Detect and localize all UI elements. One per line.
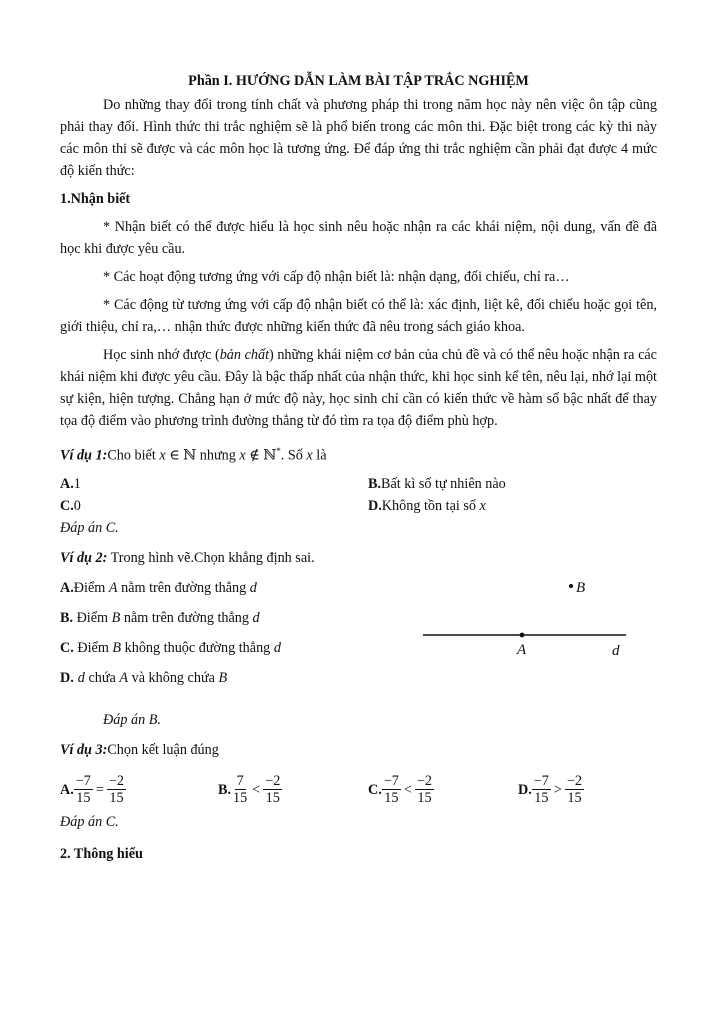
option-line: d — [249, 579, 257, 596]
ex3-option-b[interactable] — [218, 769, 368, 811]
operator: = — [95, 781, 104, 798]
p4-italic: bản chất — [219, 347, 270, 363]
ex1-notin-n: ∉ ℕ — [245, 447, 277, 464]
fraction — [382, 773, 401, 806]
section-heading-recognition: 1.Nhận biết — [60, 191, 131, 207]
option-var: x — [479, 497, 486, 514]
ex1-option-b[interactable] — [368, 473, 657, 495]
example-3-options — [60, 769, 657, 811]
ex3-option-d[interactable] — [518, 769, 584, 811]
option-key: D. — [60, 669, 74, 686]
example-3-question — [60, 739, 657, 761]
ex1-x: x — [159, 447, 166, 464]
option-key: A. — [60, 475, 74, 492]
numerator: 7 — [236, 773, 244, 790]
option-point: A — [108, 579, 118, 596]
page-title: Phần I. HƯỚNG DẪN LÀM BÀI TẬP TRẮC NGHIỆM — [188, 73, 529, 89]
option-text: và không chứa — [128, 669, 219, 686]
ex1-q1: Cho biết — [107, 447, 160, 464]
option-text: chứa — [84, 669, 120, 686]
example-1-question — [60, 440, 657, 467]
option-point: A — [119, 669, 129, 686]
operator: < — [252, 781, 261, 798]
ex3-option-a[interactable] — [60, 769, 218, 811]
option-text: Điểm — [73, 609, 112, 626]
geometry-figure — [405, 577, 645, 667]
denominator: 15 — [265, 790, 280, 807]
option-text: Không tồn tại số — [381, 497, 480, 514]
option-key: B. — [218, 781, 232, 798]
option-key: A. — [60, 579, 74, 596]
fraction — [565, 773, 584, 806]
operator: < — [403, 781, 412, 798]
point-a-dot — [520, 632, 525, 637]
example-1-options-row-2 — [60, 495, 657, 517]
example-3-label: Ví dụ 3: — [60, 741, 108, 758]
option-text: 0 — [73, 497, 81, 514]
fraction — [231, 773, 249, 806]
denominator: 15 — [384, 790, 399, 807]
ex1-option-c[interactable] — [60, 495, 368, 517]
example-1-options-row-1 — [60, 473, 657, 495]
recognition-paragraph-1: * Nhận biết có thể được hiểu là học sinh nêu hoặc nhận ra các khái niệm, nội dung, vấn đề đã học khi được yêu cầu. — [60, 219, 657, 257]
ex1-option-d[interactable] — [368, 495, 657, 517]
denominator: 15 — [109, 790, 124, 807]
fraction — [107, 773, 126, 806]
option-text: Điểm — [73, 579, 109, 596]
recognition-paragraph-3: * Các động từ tương ứng với cấp độ nhận biết có thể là: xác định, liệt kê, đối chiếu hoặc gọi tên, giới thiệu, chỉ ra,… nhận thức được những kiến thức đã nêu trong sách giáo khoa. — [60, 297, 657, 335]
option-text: Bất kì số tự nhiên nào — [381, 475, 506, 492]
numerator: −7 — [533, 773, 549, 790]
intro-paragraph: Do những thay đổi trong tính chất và phương pháp thi trong năm học này nên việc ôn tập cũng phải thay đổi. Hình thức thi trắc nghiệm sẽ là phổ biến trong các môn thi. Đặc biệt trong các kỳ thi này các môn thi sẽ được và các môn học là tương ứng. Để đáp ứng thi trắc nghiệm cần phải đạt được 4 mức độ kiến thức: — [60, 97, 657, 179]
denominator: 15 — [76, 790, 91, 807]
fraction — [263, 773, 282, 806]
ex1-x-2: x — [239, 447, 246, 464]
recognition-paragraph-4 — [60, 344, 657, 432]
example-2-body — [60, 577, 657, 703]
denominator: 15 — [417, 790, 432, 807]
option-point: B — [111, 609, 121, 626]
option-key: C. — [60, 497, 74, 514]
option-line: d — [252, 609, 260, 626]
point-b-label: B — [576, 579, 586, 596]
ex1-but: nhưng — [196, 447, 240, 464]
operator: > — [553, 781, 562, 798]
option-text: 1 — [73, 475, 81, 492]
option-point: B — [218, 669, 228, 686]
example-2-label: Ví dụ 2: — [60, 549, 108, 566]
ex1-option-a[interactable] — [60, 473, 368, 495]
option-key: B. — [368, 475, 382, 492]
numerator: −7 — [383, 773, 399, 790]
p4-after: ) những khái niệm cơ bản của chủ đề và có thể nêu hoặc nhận ra các khái niệm khi được yêu cầu. Đây là bậc thấp nhất của nhận thức, khi học sinh kể tên, nêu lại, nhớ lại một sự kiện, hiện tượng. Chẳng hạn ở mức độ này, học sinh chỉ cần có kiến thức về hàm số bậc nhất để thay tọa độ điểm vào phương trình đường thẳng từ đó tìm ra tọa độ điểm phù hợp. — [60, 347, 657, 429]
example-1-label: Ví dụ 1: — [60, 447, 108, 464]
option-key: C. — [60, 639, 74, 656]
example-1-answer: Đáp án C. — [60, 519, 119, 536]
denominator: 15 — [233, 790, 248, 807]
option-key: B. — [60, 609, 74, 626]
ex2-option-c[interactable] — [60, 637, 281, 659]
option-text: nằm trên đường thẳng — [120, 609, 253, 626]
option-text: Điểm — [73, 639, 113, 656]
fraction — [74, 773, 93, 806]
numerator: −2 — [416, 773, 433, 790]
ex2-question-text: Trong hình vẽ.Chọn khẳng định sai. — [107, 549, 315, 566]
point-b-dot — [569, 584, 573, 588]
option-key: D. — [368, 497, 382, 514]
ex2-option-d[interactable] — [60, 667, 227, 689]
ex2-option-b[interactable] — [60, 607, 260, 629]
option-line: d — [273, 639, 281, 656]
option-point: B — [112, 639, 122, 656]
ex1-x-3: x — [306, 447, 313, 464]
ex3-question-text: Chọn kết luận đúng — [107, 741, 219, 758]
example-2-question — [60, 547, 657, 569]
option-text: nằm trên đường thẳng — [117, 579, 250, 596]
ex2-option-a[interactable] — [60, 577, 257, 599]
section-heading-comprehension: 2. Thông hiểu — [60, 845, 143, 862]
denominator: 15 — [567, 790, 582, 807]
numerator: −2 — [108, 773, 125, 790]
fraction — [532, 773, 551, 806]
numerator: −2 — [265, 773, 281, 790]
example-3-answer: Đáp án C. — [60, 813, 119, 830]
option-key: C. — [368, 781, 382, 798]
option-key: D. — [518, 781, 532, 798]
numerator: −7 — [75, 773, 91, 790]
ex1-q2: . Số — [280, 447, 307, 464]
ex1-q3: là — [312, 447, 327, 464]
line-d-label: d — [612, 642, 620, 659]
ex1-star: * — [276, 446, 281, 456]
example-2-answer: Đáp án B. — [103, 711, 161, 728]
option-text: không thuộc đường thẳng — [121, 639, 274, 656]
fraction — [415, 773, 434, 806]
ex1-in-n: ∈ ℕ — [165, 447, 197, 464]
option-key: A. — [60, 781, 74, 798]
p4-before: Học sinh nhớ được ( — [103, 347, 220, 363]
option-line: d — [77, 669, 85, 686]
point-a-label: A — [517, 641, 527, 658]
numerator: −2 — [566, 773, 583, 790]
recognition-paragraph-2: * Các hoạt động tương ứng với cấp độ nhận biết là: nhận dạng, đối chiếu, chỉ ra… — [103, 269, 570, 285]
denominator: 15 — [534, 790, 549, 807]
document-page — [60, 70, 657, 865]
ex3-option-c[interactable] — [368, 769, 518, 811]
